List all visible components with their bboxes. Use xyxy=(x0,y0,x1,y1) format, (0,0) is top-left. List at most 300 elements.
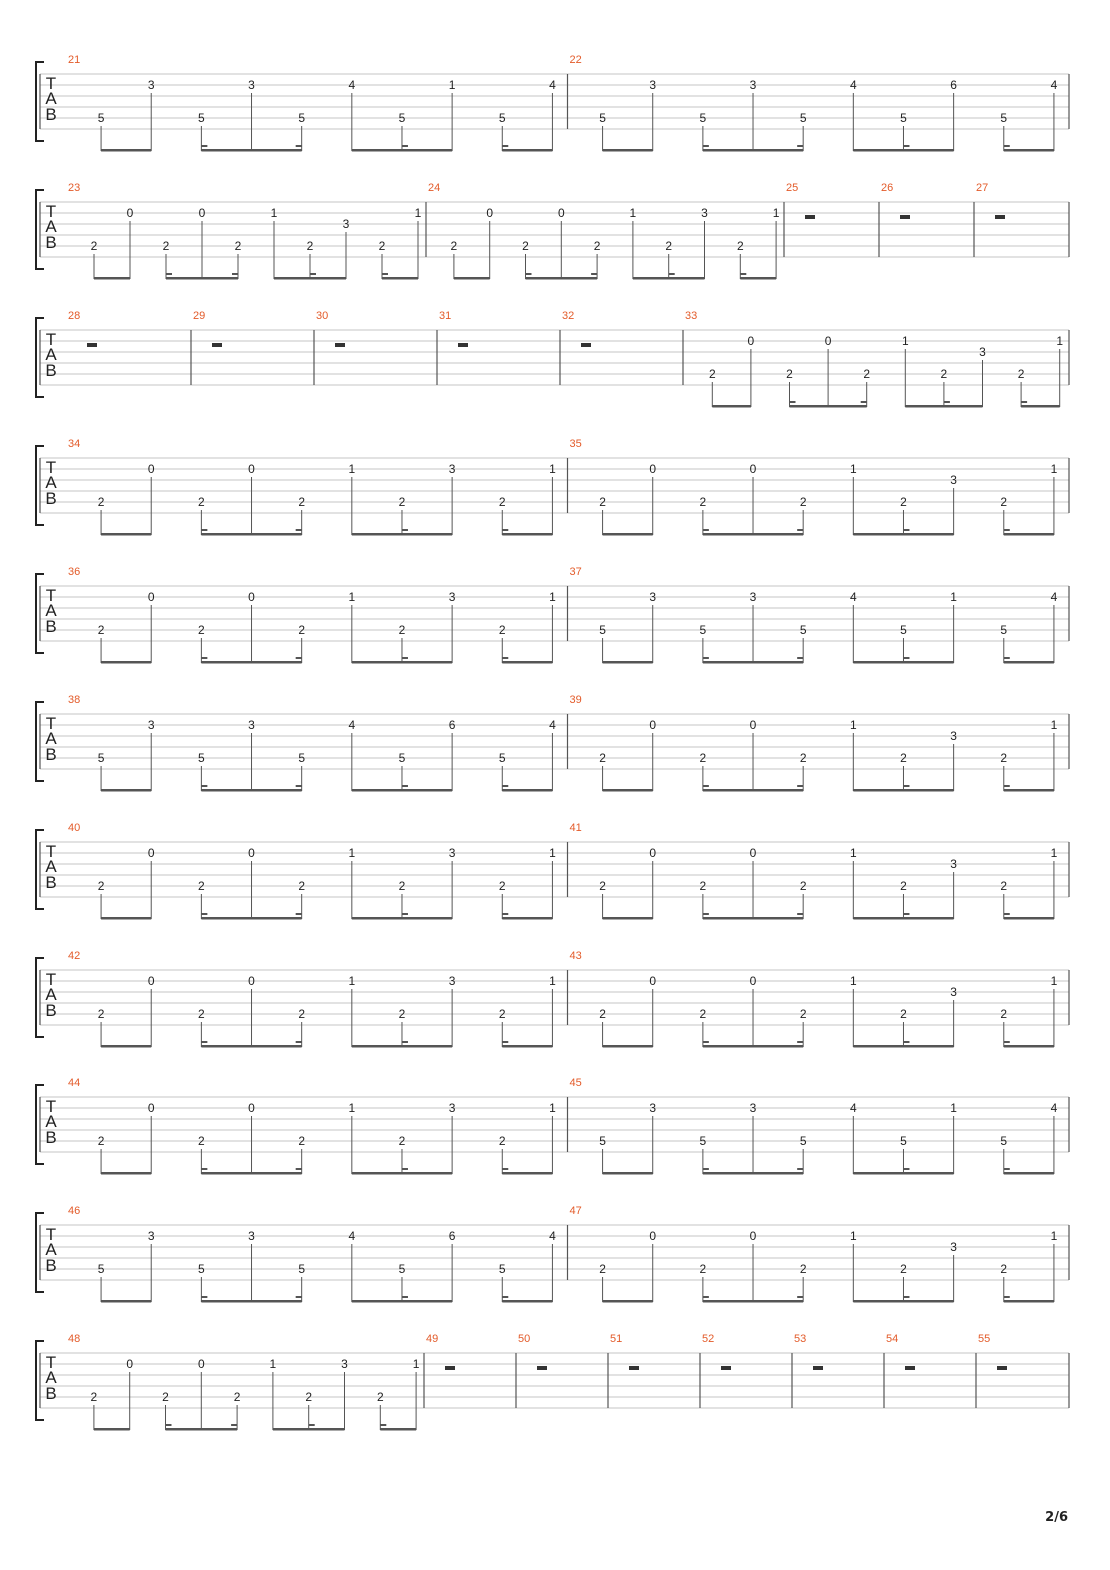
sixteenth-stub xyxy=(526,273,532,275)
fret-number: 2 xyxy=(900,879,907,893)
beam xyxy=(853,533,953,536)
beam xyxy=(603,1172,653,1175)
sixteenth-stub xyxy=(201,1041,207,1043)
beam xyxy=(502,1172,552,1175)
measure-number: 39 xyxy=(569,694,582,706)
measure-number: 46 xyxy=(68,1205,81,1217)
sixteenth-stub xyxy=(903,913,909,915)
tab-clef-letter: B xyxy=(45,745,57,764)
sixteenth-stub xyxy=(944,401,950,403)
fret-number: 1 xyxy=(950,1101,957,1115)
fret-number: 5 xyxy=(1000,111,1008,125)
measure-number: 34 xyxy=(68,438,81,450)
fret-number: 2 xyxy=(298,1134,306,1148)
tab-clef-letter: A xyxy=(45,1240,57,1259)
sixteenth-stub xyxy=(296,1168,302,1170)
sixteenth-stub xyxy=(201,529,207,531)
sixteenth-stub xyxy=(703,529,709,531)
tab-clef-letter: A xyxy=(45,1368,57,1387)
measure-number: 49 xyxy=(426,1333,439,1345)
tab-clef-letter: A xyxy=(45,345,57,364)
measure-number: 55 xyxy=(978,1333,991,1345)
fret-number: 3 xyxy=(147,78,155,92)
sixteenth-stub xyxy=(797,1041,803,1043)
sixteenth-stub xyxy=(402,1168,408,1170)
fret-number: 2 xyxy=(97,495,105,509)
measure-number: 50 xyxy=(518,1333,531,1345)
fret-number: 1 xyxy=(849,1229,857,1243)
fret-number: 5 xyxy=(298,1262,306,1276)
sixteenth-stub xyxy=(502,657,508,659)
sixteenth-stub xyxy=(201,657,207,659)
whole-rest xyxy=(905,1366,915,1370)
sixteenth-stub xyxy=(201,913,207,915)
fret-number: 2 xyxy=(863,367,871,381)
page-number: 2/6 xyxy=(1045,1510,1068,1525)
measure xyxy=(68,566,568,664)
fret-number: 5 xyxy=(1000,1134,1008,1148)
measure-number: 31 xyxy=(439,310,452,322)
fret-number: 2 xyxy=(378,239,386,253)
measure-number: 38 xyxy=(68,694,81,706)
sixteenth-stub xyxy=(201,1168,207,1170)
sixteenth-stub xyxy=(402,529,408,531)
fret-number: 5 xyxy=(398,111,406,125)
measure-number: 45 xyxy=(569,1077,582,1089)
sixteenth-stub xyxy=(797,529,803,531)
whole-rest xyxy=(721,1366,731,1370)
fret-number: 1 xyxy=(348,846,356,860)
tab-system xyxy=(36,182,1069,280)
fret-number: 3 xyxy=(448,590,456,604)
measure-number: 44 xyxy=(68,1077,81,1089)
fret-number: 5 xyxy=(599,1134,606,1148)
fret-number: 2 xyxy=(376,1390,384,1404)
tab-clef-letter: A xyxy=(45,729,57,748)
tab-clef-letter: A xyxy=(45,857,57,876)
fret-number: 0 xyxy=(747,334,755,348)
beam xyxy=(101,533,151,536)
fret-number: 2 xyxy=(940,367,948,381)
fret-number: 5 xyxy=(699,623,707,637)
fret-number: 3 xyxy=(248,1229,255,1243)
beam xyxy=(352,1300,452,1303)
fret-number: 0 xyxy=(486,206,494,220)
fret-number: 5 xyxy=(699,1134,707,1148)
fret-number: 2 xyxy=(699,495,707,509)
fret-number: 4 xyxy=(348,78,356,92)
fret-number: 5 xyxy=(498,751,506,765)
fret-number: 1 xyxy=(1050,718,1058,732)
fret-number: 2 xyxy=(799,1007,807,1021)
fret-number: 2 xyxy=(708,367,716,381)
fret-number: 1 xyxy=(1050,974,1058,988)
fret-number: 3 xyxy=(649,590,657,604)
measure-number: 37 xyxy=(569,566,582,578)
fret-number: 1 xyxy=(348,974,356,988)
fret-number: 5 xyxy=(97,751,105,765)
fret-number: 2 xyxy=(398,879,406,893)
beam xyxy=(352,1045,452,1048)
beam xyxy=(703,789,803,792)
sixteenth-stub xyxy=(703,1041,709,1043)
tab-clef-letter: T xyxy=(45,458,57,477)
fret-number: 0 xyxy=(126,1357,134,1371)
sixteenth-stub xyxy=(296,145,302,147)
fret-number: 1 xyxy=(849,974,857,988)
beam xyxy=(201,1045,301,1048)
beam xyxy=(603,533,653,536)
beam xyxy=(201,533,301,536)
fret-number: 3 xyxy=(147,1229,155,1243)
fret-number: 0 xyxy=(749,846,757,860)
measure-number: 42 xyxy=(68,950,81,962)
fret-number: 2 xyxy=(699,1262,707,1276)
sixteenth-stub xyxy=(380,1424,386,1426)
beam xyxy=(853,789,953,792)
fret-number: 2 xyxy=(198,623,205,637)
fret-number: 1 xyxy=(414,206,422,220)
fret-number: 2 xyxy=(298,623,306,637)
beam xyxy=(853,1172,953,1175)
fret-number: 0 xyxy=(824,334,832,348)
beam xyxy=(502,661,552,664)
beam xyxy=(703,661,803,664)
fret-number: 1 xyxy=(269,1357,277,1371)
measure-number: 54 xyxy=(886,1333,899,1345)
fret-number: 3 xyxy=(248,78,255,92)
tab-system xyxy=(36,694,1069,792)
fret-number: 0 xyxy=(749,1229,757,1243)
fret-number: 3 xyxy=(749,1101,757,1115)
tab-clef-letter: B xyxy=(45,873,57,892)
measure-number: 23 xyxy=(68,182,81,194)
fret-number: 1 xyxy=(1050,462,1058,476)
fret-number: 5 xyxy=(900,111,907,125)
tab-clef-letter: T xyxy=(45,1225,57,1244)
fret-number: 2 xyxy=(498,1007,506,1021)
beam xyxy=(1021,405,1060,408)
fret-number: 2 xyxy=(1000,1262,1008,1276)
fret-number: 0 xyxy=(557,206,565,220)
fret-number: 0 xyxy=(649,974,657,988)
sixteenth-stub xyxy=(1021,401,1027,403)
fret-number: 0 xyxy=(198,206,206,220)
fret-number: 0 xyxy=(248,590,255,604)
tab-clef-letter: T xyxy=(45,970,57,989)
sixteenth-stub xyxy=(797,913,803,915)
fret-number: 5 xyxy=(599,111,606,125)
whole-rest xyxy=(629,1366,639,1370)
sixteenth-stub xyxy=(402,1041,408,1043)
fret-number: 1 xyxy=(348,590,356,604)
tab-system xyxy=(36,950,1069,1048)
fret-number: 2 xyxy=(799,879,807,893)
measure-number: 21 xyxy=(68,54,81,66)
fret-number: 5 xyxy=(97,1262,105,1276)
sixteenth-stub xyxy=(402,913,408,915)
beam xyxy=(740,277,776,280)
sixteenth-stub xyxy=(201,145,207,147)
measure-number: 24 xyxy=(428,182,441,194)
measure-number: 22 xyxy=(569,54,582,66)
fret-number: 1 xyxy=(1056,334,1064,348)
whole-rest xyxy=(87,343,97,347)
whole-rest xyxy=(997,1366,1007,1370)
beam xyxy=(273,1428,345,1431)
beam xyxy=(101,789,151,792)
beam xyxy=(1004,917,1054,920)
fret-number: 0 xyxy=(649,1229,657,1243)
beam xyxy=(703,1172,803,1175)
fret-number: 5 xyxy=(498,111,506,125)
fret-number: 5 xyxy=(799,623,807,637)
whole-rest xyxy=(581,343,591,347)
sixteenth-stub xyxy=(502,1168,508,1170)
fret-number: 2 xyxy=(1017,367,1025,381)
beam xyxy=(526,277,598,280)
fret-number: 2 xyxy=(900,1007,907,1021)
beam xyxy=(502,1300,552,1303)
fret-number: 4 xyxy=(849,78,857,92)
sixteenth-stub xyxy=(382,273,388,275)
beam xyxy=(703,533,803,536)
fret-number: 2 xyxy=(593,239,601,253)
measure-number: 47 xyxy=(569,1205,582,1217)
fret-number: 0 xyxy=(649,846,657,860)
sixteenth-stub xyxy=(591,273,597,275)
sixteenth-stub xyxy=(797,785,803,787)
fret-number: 2 xyxy=(665,239,673,253)
fret-number: 2 xyxy=(450,239,458,253)
fret-number: 2 xyxy=(97,879,105,893)
sixteenth-stub xyxy=(296,657,302,659)
fret-number: 2 xyxy=(900,1262,907,1276)
beam xyxy=(352,789,452,792)
fret-number: 0 xyxy=(248,846,255,860)
beam xyxy=(274,277,346,280)
beam xyxy=(1004,789,1054,792)
whole-rest xyxy=(900,215,910,219)
fret-number: 5 xyxy=(198,1262,205,1276)
beam xyxy=(703,149,803,152)
measure xyxy=(68,1205,568,1303)
measure xyxy=(570,1077,1070,1175)
tab-clef-letter: B xyxy=(45,105,57,124)
fret-number: 5 xyxy=(799,111,807,125)
sixteenth-stub xyxy=(1004,1296,1010,1298)
tab-clef-letter: A xyxy=(45,217,57,236)
fret-number: 2 xyxy=(97,1134,105,1148)
tab-clef-letter: T xyxy=(45,74,57,93)
tab-clef-letter: T xyxy=(45,202,57,221)
tab-clef-letter: T xyxy=(45,1097,57,1116)
fret-number: 1 xyxy=(348,1101,356,1115)
fret-number: 2 xyxy=(1000,495,1008,509)
fret-number: 1 xyxy=(549,1101,556,1115)
fret-number: 0 xyxy=(147,974,155,988)
whole-rest xyxy=(335,343,345,347)
fret-number: 0 xyxy=(248,1101,255,1115)
measure-number: 30 xyxy=(316,310,329,322)
fret-number: 4 xyxy=(549,78,556,92)
fret-number: 2 xyxy=(699,879,707,893)
sixteenth-stub xyxy=(402,785,408,787)
beam xyxy=(502,1045,552,1048)
fret-number: 4 xyxy=(348,1229,356,1243)
beam xyxy=(703,917,803,920)
fret-number: 3 xyxy=(749,78,757,92)
sixteenth-stub xyxy=(703,1296,709,1298)
fret-number: 0 xyxy=(749,718,757,732)
fret-number: 5 xyxy=(97,111,105,125)
sixteenth-stub xyxy=(296,529,302,531)
fret-number: 3 xyxy=(448,462,456,476)
fret-number: 5 xyxy=(498,1262,506,1276)
beam xyxy=(853,917,953,920)
tab-clef-letter: B xyxy=(45,1256,57,1275)
beam xyxy=(703,1045,803,1048)
fret-number: 0 xyxy=(649,718,657,732)
fret-number: 3 xyxy=(950,729,957,743)
fret-number: 2 xyxy=(699,1007,707,1021)
beam xyxy=(502,917,552,920)
fret-number: 2 xyxy=(298,495,306,509)
beam xyxy=(352,917,452,920)
fret-number: 2 xyxy=(233,1390,241,1404)
fret-number: 1 xyxy=(901,334,909,348)
fret-number: 3 xyxy=(341,1357,348,1371)
fret-number: 1 xyxy=(549,590,556,604)
sixteenth-stub xyxy=(296,1041,302,1043)
fret-number: 3 xyxy=(342,217,350,231)
fret-number: 5 xyxy=(298,111,306,125)
sixteenth-stub xyxy=(502,913,508,915)
sixteenth-stub xyxy=(669,273,675,275)
beam xyxy=(352,149,452,152)
sixteenth-stub xyxy=(310,273,316,275)
fret-number: 4 xyxy=(849,1101,857,1115)
sixteenth-stub xyxy=(1004,913,1010,915)
tab-clef-letter: B xyxy=(45,1128,57,1147)
measure-number: 35 xyxy=(569,438,582,450)
sixteenth-stub xyxy=(903,1296,909,1298)
sixteenth-stub xyxy=(502,785,508,787)
sixteenth-stub xyxy=(740,273,746,275)
sixteenth-stub xyxy=(1004,529,1010,531)
tab-clef-letter: A xyxy=(45,985,57,1004)
beam xyxy=(1004,149,1054,152)
beam xyxy=(94,1428,130,1431)
beam xyxy=(853,1045,953,1048)
fret-number: 1 xyxy=(772,206,780,220)
beam xyxy=(101,661,151,664)
measure-number: 32 xyxy=(562,310,575,322)
measure-number: 28 xyxy=(68,310,81,322)
measure xyxy=(570,54,1070,152)
beam xyxy=(1004,1045,1054,1048)
measure xyxy=(570,1205,1070,1303)
tab-system xyxy=(36,438,1069,536)
fret-number: 2 xyxy=(198,495,205,509)
fret-number: 2 xyxy=(398,1007,406,1021)
fret-number: 4 xyxy=(1050,590,1058,604)
measure xyxy=(68,438,568,536)
measure xyxy=(68,54,568,152)
sixteenth-stub xyxy=(903,145,909,147)
beam xyxy=(603,789,653,792)
sixteenth-stub xyxy=(790,401,796,403)
sixteenth-stub xyxy=(797,1168,803,1170)
fret-number: 2 xyxy=(97,1007,105,1021)
beam xyxy=(352,1172,452,1175)
fret-number: 6 xyxy=(448,1229,456,1243)
fret-number: 1 xyxy=(629,206,637,220)
fret-number: 3 xyxy=(979,345,986,359)
fret-number: 5 xyxy=(298,751,306,765)
measure-number: 27 xyxy=(976,182,989,194)
fret-number: 5 xyxy=(599,623,606,637)
fret-number: 2 xyxy=(90,1390,98,1404)
fret-number: 5 xyxy=(699,111,707,125)
fret-number: 1 xyxy=(549,846,556,860)
sixteenth-stub xyxy=(903,1041,909,1043)
fret-number: 2 xyxy=(599,751,606,765)
beam xyxy=(905,405,982,408)
beam xyxy=(352,661,452,664)
fret-number: 2 xyxy=(599,879,606,893)
sixteenth-stub xyxy=(201,785,207,787)
tab-clef-letter: B xyxy=(45,361,57,380)
beam xyxy=(1004,1300,1054,1303)
sixteenth-stub xyxy=(402,145,408,147)
sixteenth-stub xyxy=(903,1168,909,1170)
fret-number: 0 xyxy=(147,590,155,604)
fret-number: 2 xyxy=(498,495,506,509)
fret-number: 5 xyxy=(398,1262,406,1276)
fret-number: 3 xyxy=(147,718,155,732)
fret-number: 6 xyxy=(950,78,957,92)
fret-number: 2 xyxy=(298,1007,306,1021)
sixteenth-stub xyxy=(1004,785,1010,787)
fret-number: 2 xyxy=(198,1134,205,1148)
fret-number: 0 xyxy=(248,462,255,476)
beam xyxy=(101,1045,151,1048)
measure xyxy=(68,822,568,920)
beam xyxy=(166,1428,238,1431)
measure xyxy=(68,950,568,1048)
sixteenth-stub xyxy=(502,1041,508,1043)
fret-number: 4 xyxy=(348,718,356,732)
tab-clef-letter: T xyxy=(45,714,57,733)
fret-number: 4 xyxy=(849,590,857,604)
fret-number: 3 xyxy=(649,1101,657,1115)
tab-system xyxy=(36,1333,1069,1431)
sixteenth-stub xyxy=(1004,145,1010,147)
fret-number: 3 xyxy=(448,846,456,860)
tab-system xyxy=(36,54,1069,152)
fret-number: 2 xyxy=(306,239,314,253)
sixteenth-stub xyxy=(231,1424,237,1426)
measure-number: 52 xyxy=(702,1333,715,1345)
measure-number: 51 xyxy=(610,1333,623,1345)
fret-number: 2 xyxy=(599,1262,606,1276)
fret-number: 2 xyxy=(198,879,205,893)
whole-rest xyxy=(458,343,468,347)
beam xyxy=(502,789,552,792)
fret-number: 2 xyxy=(736,239,744,253)
fret-number: 1 xyxy=(849,846,857,860)
